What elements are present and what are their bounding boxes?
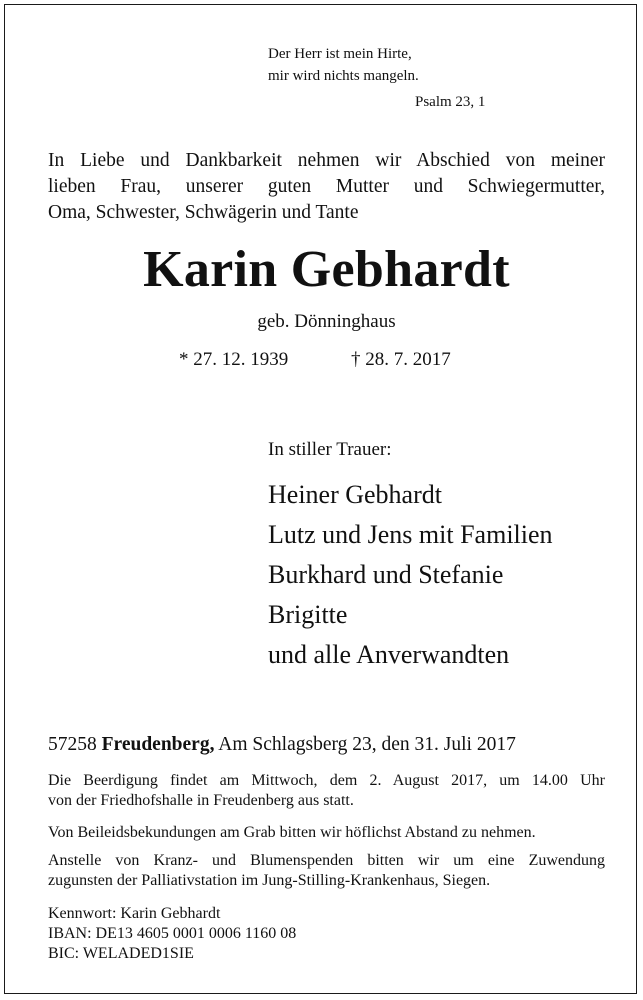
mourner-name: Brigitte bbox=[268, 600, 348, 629]
donation-line: Anstelle von Kranz- und Blumenspenden bitten wir um eine Zuwendung bbox=[48, 852, 605, 869]
address-street-date: Am Schlagsberg 23, den 31. Juli 2017 bbox=[218, 734, 516, 755]
address-line bbox=[48, 732, 516, 758]
bank-bic: BIC: WELADED1SIE bbox=[48, 945, 194, 962]
intro-line: Oma, Schwester, Schwägerin und Tante bbox=[48, 202, 359, 223]
birth-date: * 27. 12. 1939 bbox=[179, 349, 289, 370]
bank-iban: IBAN: DE13 4605 0001 0006 1160 08 bbox=[48, 925, 297, 942]
address-postcode: 57258 bbox=[48, 734, 97, 755]
funeral-line: Die Beerdigung findet am Mittwoch, dem 2. August 2017, um 14.00 Uhr bbox=[48, 772, 605, 789]
intro-text bbox=[48, 148, 605, 226]
mourner-name: Lutz und Jens mit Familien bbox=[268, 520, 553, 549]
intro-line: In Liebe und Dankbarkeit nehmen wir Abschied von meiner bbox=[48, 150, 605, 171]
address-city: Freudenberg, bbox=[101, 734, 215, 755]
mourner-name: und alle Anverwandten bbox=[268, 640, 510, 669]
death-date: † 28. 7. 2017 bbox=[351, 349, 451, 370]
mourner-name: Burkhard und Stefanie bbox=[268, 560, 504, 589]
intro-line: lieben Frau, unserer guten Mutter und Schwiegermutter, bbox=[48, 176, 605, 197]
psalm-reference: Psalm 23, 1 bbox=[415, 94, 486, 110]
bank-details bbox=[48, 904, 605, 964]
bank-keyword: Kennwort: Karin Gebhardt bbox=[48, 905, 221, 922]
funeral-notice bbox=[48, 771, 605, 811]
psalm-line: mir wird nichts mangeln. bbox=[268, 68, 419, 84]
deceased-name: Karin Gebhardt bbox=[143, 241, 510, 298]
condolence-notice bbox=[48, 823, 605, 843]
donation-line: zugunsten der Palliativstation im Jung-Stilling-Krankenhaus, Siegen. bbox=[48, 872, 491, 889]
donation-notice bbox=[48, 851, 605, 891]
psalm-line: Der Herr ist mein Hirte, bbox=[268, 46, 412, 62]
maiden-name: geb. Dönninghaus bbox=[257, 311, 396, 332]
psalm-quote bbox=[268, 43, 419, 87]
mourner-name: Heiner Gebhardt bbox=[268, 480, 442, 509]
mourners-label: In stiller Trauer: bbox=[268, 439, 392, 460]
obituary-frame bbox=[4, 4, 637, 994]
condolence-line: Von Beileidsbekundungen am Grab bitten wir höflichst Abstand zu nehmen. bbox=[48, 824, 536, 841]
funeral-line: von der Friedhofshalle in Freudenberg aus statt. bbox=[48, 792, 354, 809]
mourners-block bbox=[268, 437, 553, 675]
